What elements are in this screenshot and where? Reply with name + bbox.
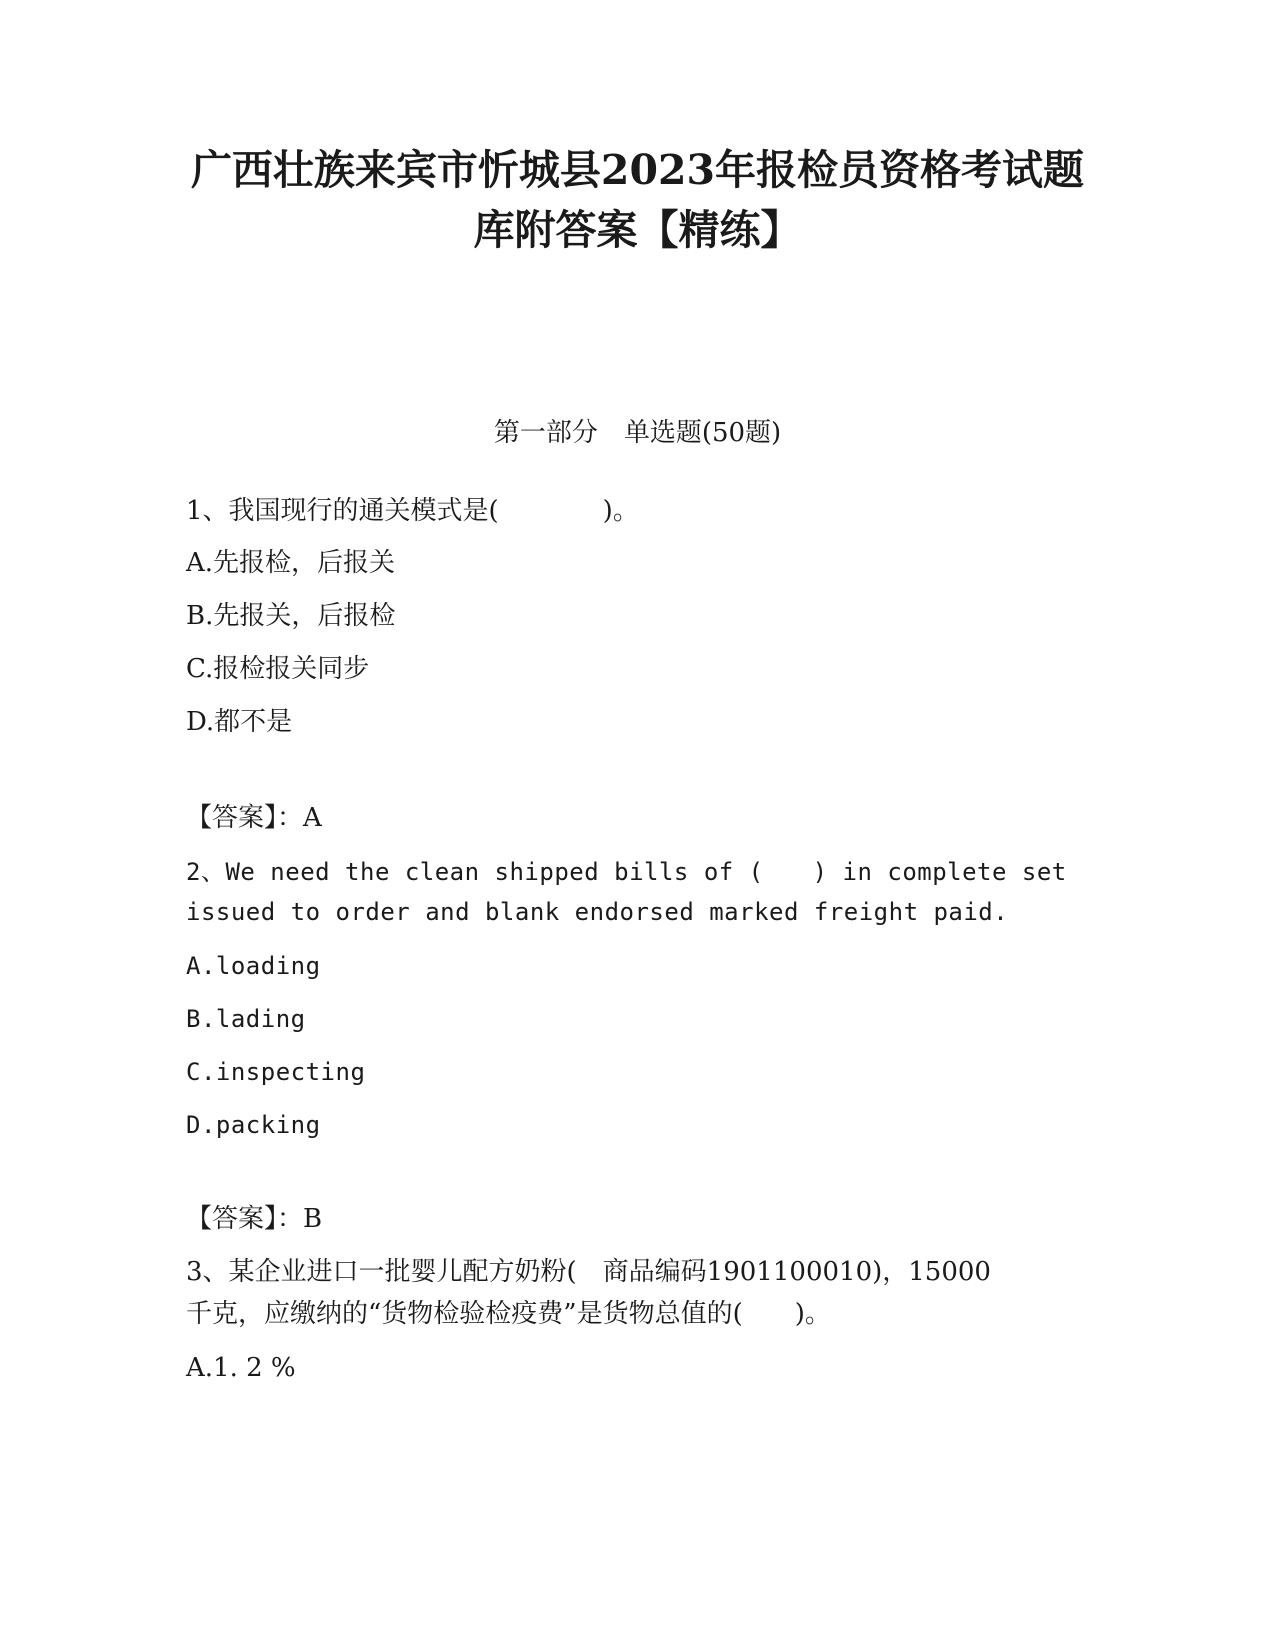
question-2-option-d: D.packing <box>186 1111 321 1139</box>
question-2-option-c: C.inspecting <box>186 1058 366 1086</box>
question-2-stem-line-1: 2、We need the clean shipped bills of ( ) in complete set <box>186 858 1067 886</box>
question-1-option-b: B.先报关，后报检 <box>186 601 396 631</box>
question-1-option-c: C.报检报关同步 <box>186 654 370 684</box>
question-2-stem-line-2: issued to order and blank endorsed marked freight paid. <box>186 898 1009 926</box>
question-1-option-d: D.都不是 <box>186 707 293 737</box>
question-1-option-a: A.先报检，后报关 <box>186 548 396 578</box>
question-3-stem-line-1: 3、某企业进口一批婴儿配方奶粉( 商品编码1901100010)，15000 <box>186 1257 991 1287</box>
question-3-stem-line-2: 千克，应缴纳的“货物检验检疫费”是货物总值的( )。 <box>186 1299 831 1329</box>
question-2-answer: 【答案】：B <box>186 1204 323 1234</box>
title-line-2: 库附答案【精练】 <box>473 206 802 254</box>
question-3-option-a: A.1. 2 % <box>186 1353 296 1383</box>
title-line-1: 广西壮族来宾市忻城县2023年报检员资格考试题 <box>190 146 1085 194</box>
section-heading: 第一部分 单选题(50题) <box>493 418 782 448</box>
question-2-option-b: B.lading <box>186 1005 306 1033</box>
question-1-stem: 1、我国现行的通关模式是( )。 <box>186 496 639 526</box>
question-2-option-a: A.loading <box>186 952 321 980</box>
document-title <box>150 140 1125 260</box>
question-1-answer: 【答案】：A <box>186 803 322 833</box>
